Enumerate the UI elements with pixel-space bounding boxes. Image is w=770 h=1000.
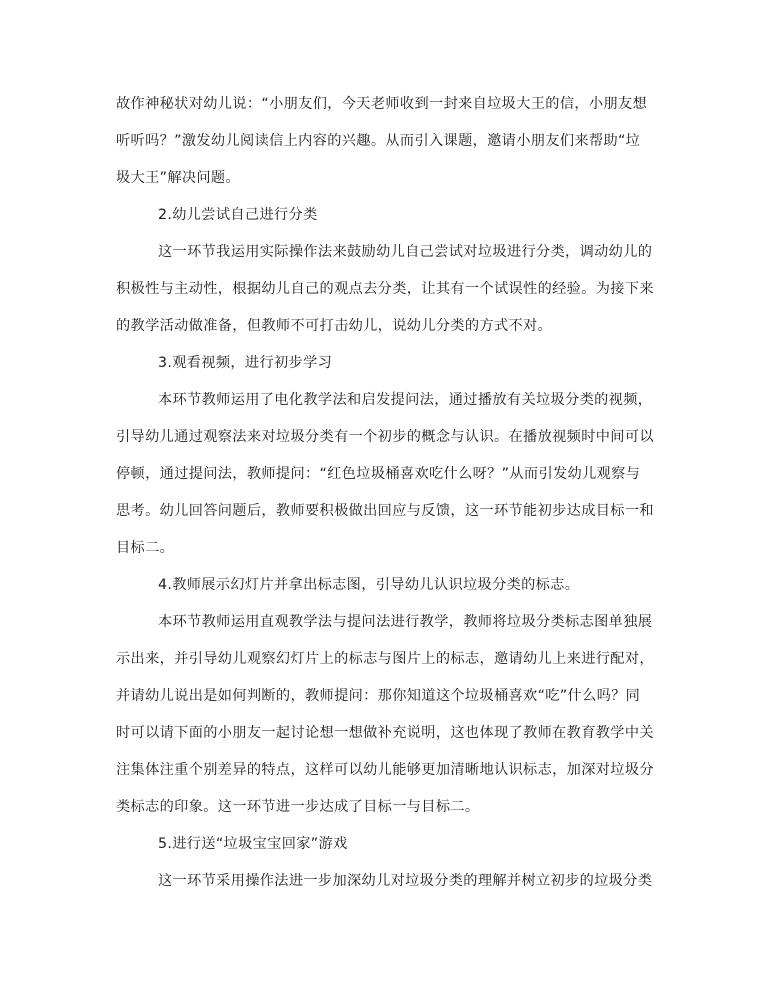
paragraph-line: 本环节教师运用直观教学法与提问法进行教学，教师将垃圾分类标志图单独展: [158, 614, 653, 630]
paragraph-line: 圾大王”解决问题。: [116, 170, 241, 186]
paragraph-line: 目标二。: [116, 540, 175, 556]
paragraph-line: 这一环节我运用实际操作法来鼓励幼儿自己尝试对垃圾进行分类，调动幼儿的: [158, 244, 653, 260]
paragraph-line: 的教学活动做准备，但教师不可打击幼儿，说幼儿分类的方式不对。: [116, 318, 553, 334]
paragraph-line: 停顿，通过提问法，教师提问：“红色垃圾桶喜欢吃什么呀？”从而引发幼儿观察与: [116, 466, 641, 482]
paragraph-line: 注集体注重个别差异的特点，这样可以幼儿能够更加清晰地认识标志，加深对垃圾分: [116, 762, 654, 778]
paragraph-line: 故作神秘状对幼儿说：“小朋友们，今天老师收到一封来自垃圾大王的信，小朋友想: [116, 96, 648, 112]
paragraph-line: 示出来，并引导幼儿观察幻灯片上的标志与图片上的标志，邀请幼儿上来进行配对，: [116, 651, 654, 667]
paragraph-line: 这一环节采用操作法进一步加深幼儿对垃圾分类的理解并树立初步的垃圾分类: [158, 873, 653, 889]
paragraph-line: 时可以请下面的小朋友一起讨论想一想做补充说明，这也体现了教师在教育教学中关: [116, 725, 654, 741]
paragraph-line: 积极性与主动性，根据幼儿自己的观点去分类，让其有一个试误性的经验。为接下来: [116, 281, 654, 297]
paragraph-line: 引导幼儿通过观察法来对垃圾分类有一个初步的概念与认识。在播放视频时中间可以: [116, 429, 654, 445]
paragraph-line: 听听吗？”激发幼儿阅读信上内容的兴趣。从而引入课题，邀请小朋友们来帮助“垃: [116, 133, 641, 149]
section-heading: 3.观看视频，进行初步学习: [158, 355, 333, 371]
section-heading: 4.教师展示幻灯片并拿出标志图，引导幼儿认识垃圾分类的标志。: [158, 577, 580, 593]
paragraph-line: 并请幼儿说出是如何判断的，教师提问：那你知道这个垃圾桶喜欢“吃”什么吗？同: [116, 688, 641, 704]
paragraph-line: 思考。幼儿回答问题后，教师要积极做出回应与反馈，这一环节能初步达成目标一和: [116, 503, 654, 519]
section-heading: 5.进行送“垃圾宝宝回家”游戏: [158, 836, 348, 852]
paragraph-line: 本环节教师运用了电化教学法和启发提问法，通过播放有关垃圾分类的视频，: [158, 392, 653, 408]
section-heading: 2.幼儿尝试自己进行分类: [158, 207, 318, 223]
paragraph-line: 类标志的印象。这一环节进一步达成了目标一与目标二。: [116, 799, 480, 815]
